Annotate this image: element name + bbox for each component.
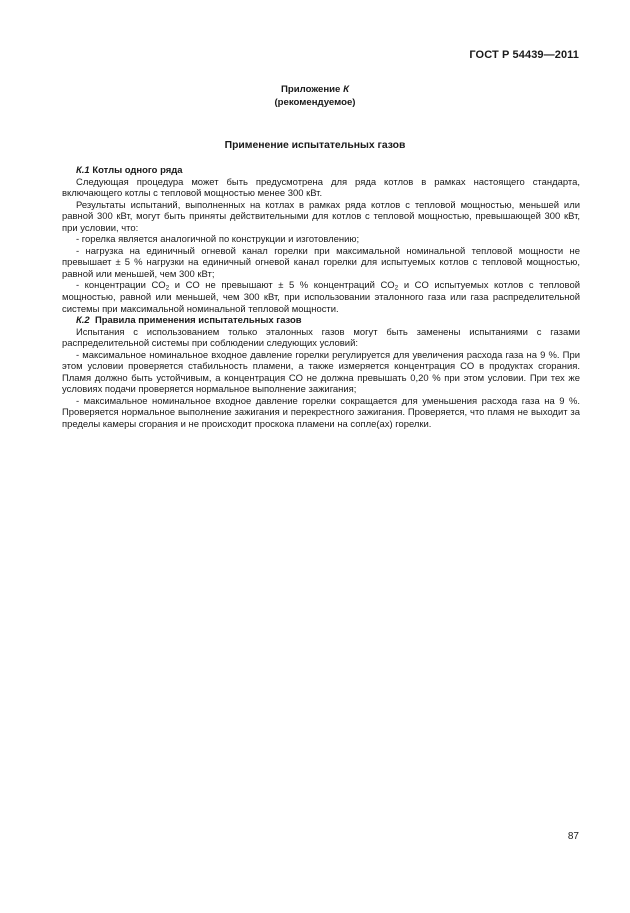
page-title: Применение испытательных газов bbox=[224, 140, 406, 151]
section-k1-item-1: - горелка является аналогичной по конструкции и изготовлению; bbox=[76, 234, 360, 246]
section-k1-paragraph-2: Результаты испытаний, выполненных на котлах в рамках ряда котлов с тепловой мощностью, меньшей или равной 300 кВт, могут быть приняты действительными для котлов с тепловой мощностью, превышающей 300 кВт, при условии, что: bbox=[62, 199, 580, 234]
item3-text-a: - концентрации CO bbox=[76, 280, 166, 292]
section-k2-item-1: - максимальное номинальное входное давление горелки регулируется для увеличения расхода газа на 9 %. При этом условии проверяется стабильность пламени, а также измеряется концентрация CO в продуктах сгорания. Пламя должно быть устойчивым, а концентрация CO не должна превышать 0,20 % при этом условии. При тех же условиях подачи проверяется нормальное выполнение зажигания; bbox=[62, 349, 580, 396]
section-k1-heading bbox=[62, 165, 580, 177]
section-k2-number: К.2 bbox=[76, 315, 90, 327]
section-k2-item-2: - максимальное номинальное входное давление горелки сокращается для уменьшения расхода газа на 9 %. Проверяется нормальное выполнение зажигания и перекрестного зажигания. Проверяется, что пламя не выходит за пределы камеры сгорания и не происходит проскока пламени на сопле(ах) горелки. bbox=[62, 395, 580, 431]
section-k2-paragraph-1: Испытания с использованием только эталонных газов могут быть заменены испытаниями с газами распределительной системы при соблюдении следующих условий: bbox=[62, 326, 580, 350]
appendix-label bbox=[0, 84, 630, 97]
section-k2-title: Правила применения испытательных газов bbox=[94, 315, 302, 327]
section-k1-paragraph-1: Следующая процедура может быть предусмотрена для ряда котлов в рамках настоящего стандарта, включающего котлы с тепловой мощностью менее 300 кВт. bbox=[62, 176, 580, 200]
section-k1-number: К.1 bbox=[76, 165, 90, 176]
document-body bbox=[62, 165, 580, 431]
section-k2-heading bbox=[62, 315, 580, 327]
appendix-heading bbox=[0, 84, 630, 109]
appendix-label-text: Приложение bbox=[281, 84, 341, 95]
section-k1-item-3 bbox=[62, 280, 580, 315]
item3-text-b: и CO не превышают ± 5 % концентраций CO bbox=[169, 280, 395, 292]
section-k1-title: Котлы одного ряда bbox=[92, 165, 183, 176]
appendix-letter: К bbox=[343, 84, 349, 95]
subscript-2: 2 bbox=[165, 284, 170, 292]
subscript-2b: 2 bbox=[394, 284, 399, 292]
section-k1-item-2: - нагрузка на единичный огневой канал горелки при максимальной номинальной тепловой мощности не превышает ± 5 % нагрузки на единичный огневой канал горелки для испытуемых котлов с тепловой мощностью, равной или меньшей, чем 300 кВт; bbox=[62, 245, 580, 280]
standard-code: ГОСТ Р 54439—2011 bbox=[469, 49, 579, 61]
item3-text-c: и CO испытуемых котлов с тепловой мощностью, равной или меньшей, чем 300 кВт, при использовании эталонного газа или газа распределительной системы при максимальной номинальной тепловой мощности. bbox=[62, 280, 580, 315]
page-number: 87 bbox=[567, 831, 579, 842]
appendix-status: (рекомендуемое) bbox=[274, 96, 356, 108]
